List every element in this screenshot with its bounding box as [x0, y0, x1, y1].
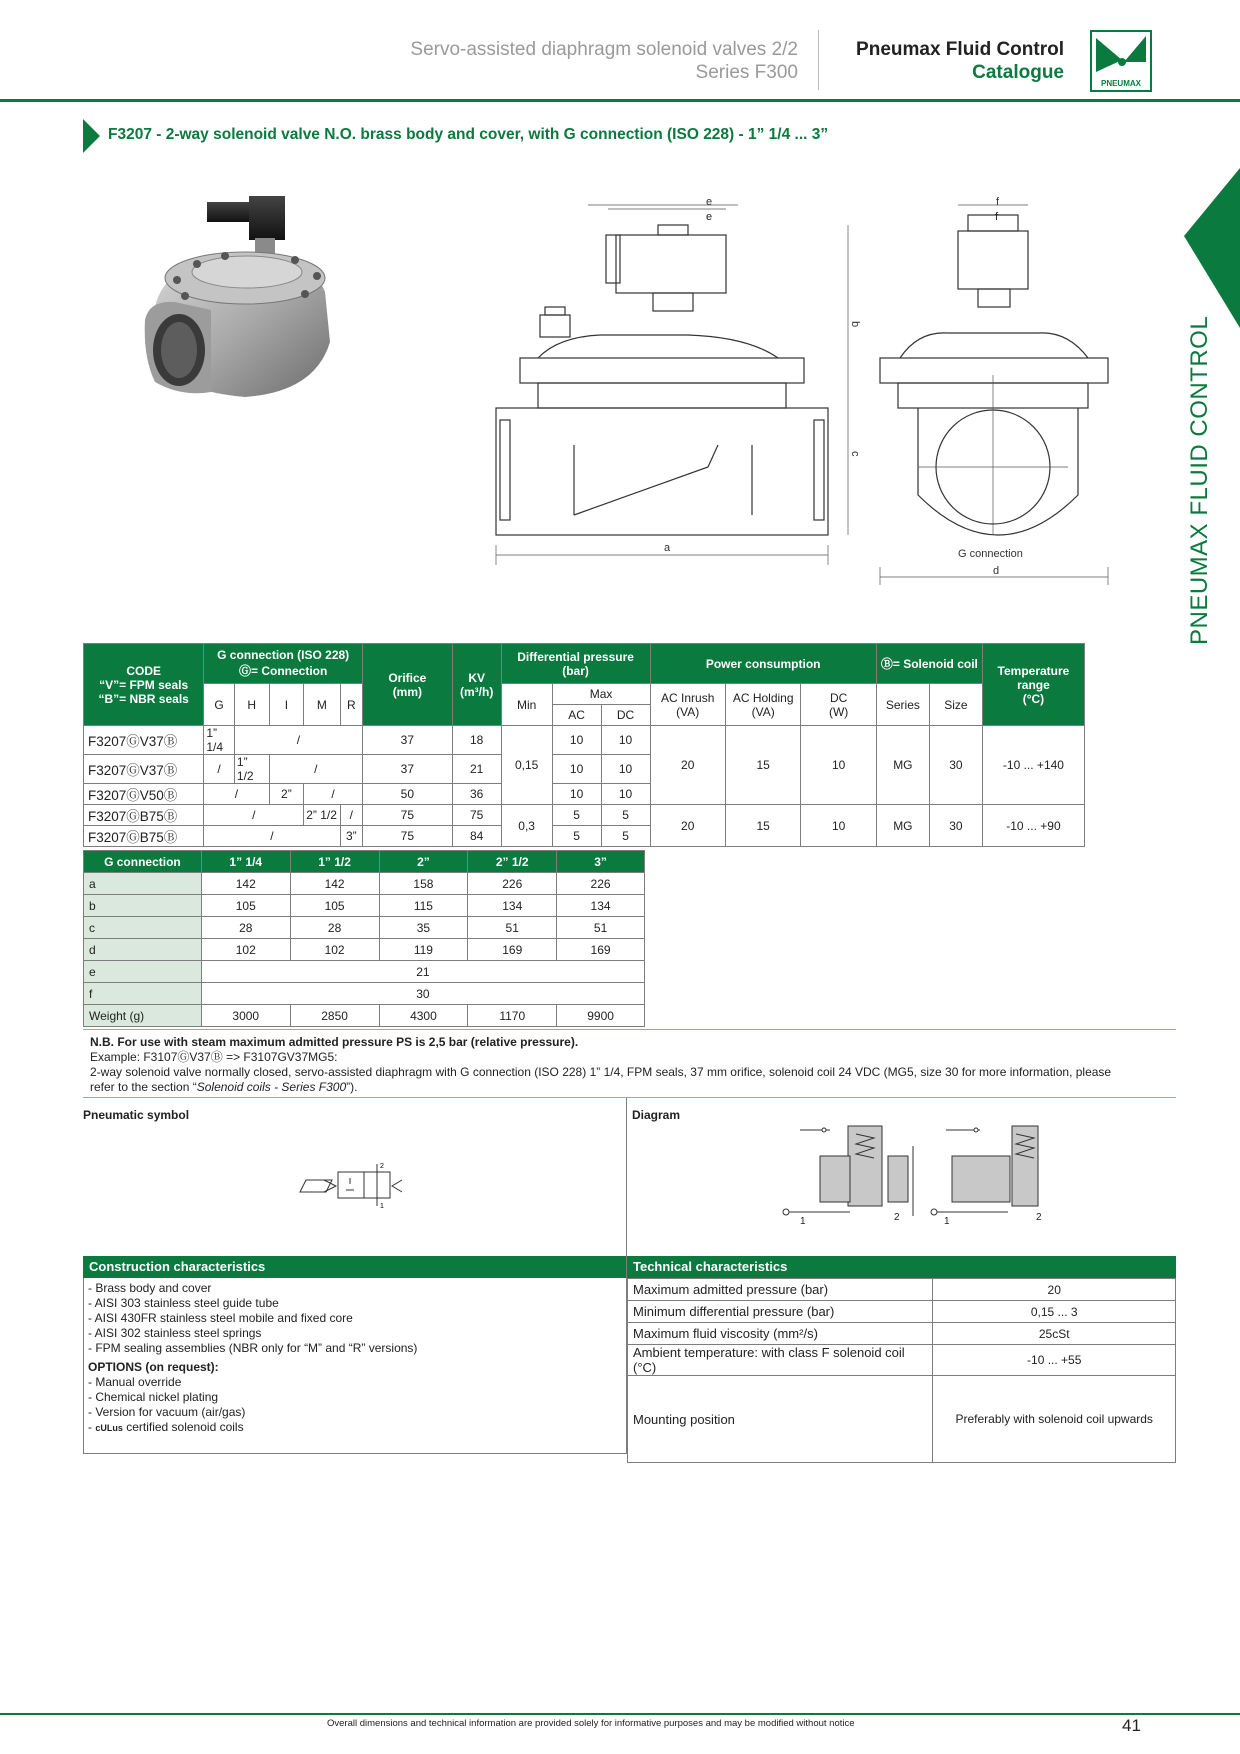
series-cell: MG [876, 805, 929, 847]
series-header: Series [876, 684, 929, 726]
max-dc-cell: 10 [601, 755, 650, 784]
header-subtitle [410, 38, 798, 84]
dim-value: 28 [290, 917, 379, 939]
dim-label: c [84, 917, 202, 939]
conn-cell: 1” 1/2 [234, 755, 269, 784]
conn-cell: / [204, 826, 340, 847]
table-row [628, 1376, 1176, 1463]
conn-cell: / [269, 755, 362, 784]
dim-value: 226 [557, 873, 645, 895]
section-marker [83, 119, 100, 153]
orifice-cell: 37 [363, 726, 453, 755]
note-text-line1: 2-way solenoid valve normally closed, servo-assisted diaphragm with G connection (ISO 228) 1” 1/4, FPM seals, 37 mm orifice, solenoid coil 24 VDC (MG5, size 30 for more information, please [90, 1065, 1112, 1079]
technical-drawing [488, 196, 1128, 590]
note-text-line2: refer to the section “Solenoid coils - Series F300”). [90, 1080, 358, 1094]
table-row [628, 1345, 1176, 1376]
code-cell: F3207ⒼB75Ⓑ [84, 805, 204, 826]
footer-rule [0, 1713, 1240, 1715]
dim-value: 158 [379, 873, 468, 895]
options-title: OPTIONS (on request): [88, 1360, 219, 1374]
dim-value: 35 [379, 917, 468, 939]
technical-table [627, 1278, 1176, 1463]
temp-header: Temperature range (°C) [982, 644, 1084, 726]
dim-label-f-top: f [995, 211, 999, 223]
list-item: - AISI 430FR stainless steel mobile and fixed core [88, 1311, 353, 1325]
table-row [84, 961, 645, 983]
table-row [84, 805, 1085, 826]
dim-label-e-top: e [706, 211, 713, 223]
dim-header-gconn: G connection [84, 851, 202, 873]
logo-graphic [1092, 32, 1150, 90]
size-cell: 30 [929, 805, 982, 847]
max-ac-cell: 10 [552, 755, 601, 784]
diff-pressure-header: Differential pressure (bar) [501, 644, 650, 684]
conn-cell: / [304, 784, 363, 805]
dim-header-size: 2” [379, 851, 468, 873]
dim-label-d: d [993, 565, 1000, 577]
min-cell: 0,15 [501, 726, 552, 805]
dim-header-size: 1” 1/4 [201, 851, 290, 873]
footer-disclaimer: Overall dimensions and technical information are provided solely for informative purposes and may be modified without notice [327, 1718, 855, 1729]
dim-value: 102 [290, 939, 379, 961]
divider [83, 1029, 1176, 1030]
table-row [84, 939, 645, 961]
pneumatic-symbol [298, 1160, 410, 1210]
temp-cell: -10 ... +90 [982, 805, 1084, 847]
dim-value: 28 [201, 917, 290, 939]
code-cell: F3207ⒼV37Ⓑ [84, 726, 204, 755]
technical-title: Technical characteristics [627, 1256, 1176, 1278]
dim-value: 3000 [201, 1005, 290, 1027]
tech-value: 0,15 ... 3 [933, 1301, 1176, 1323]
dim-header-size: 1” 1/2 [290, 851, 379, 873]
diagram-port-2-left: 2 [894, 1212, 900, 1223]
ac-inrush-header: AC Inrush (VA) [650, 684, 725, 726]
header-rule [0, 99, 1240, 102]
power-header: Power consumption [650, 644, 876, 684]
divider [83, 1097, 1176, 1098]
dim-value: 115 [379, 895, 468, 917]
note-example: Example: F3107ⒼV37Ⓑ => F3107GV37MG5: [90, 1050, 338, 1064]
list-item: - FPM sealing assemblies (NBR only for “M” and “R” versions) [88, 1341, 418, 1355]
orifice-cell: 50 [363, 784, 453, 805]
dim-label: e [84, 961, 202, 983]
ac-holding-cell: 15 [725, 726, 800, 805]
dim-label: a [84, 873, 202, 895]
dim-value: 102 [201, 939, 290, 961]
dim-value: 169 [468, 939, 557, 961]
max-ac-cell: 10 [552, 726, 601, 755]
code-header: CODE “V”= FPM seals “B”= NBR seals [84, 644, 204, 726]
dimensions-table [83, 850, 645, 1027]
list-item: - Manual override [88, 1375, 182, 1389]
temp-cell: -10 ... +140 [982, 726, 1084, 805]
front-body-outline [496, 408, 828, 535]
conn-cell: / [204, 805, 304, 826]
logo-text: PNEUMAX [1100, 79, 1142, 88]
min-col-header: Min [501, 684, 552, 726]
i-col-header: I [269, 684, 304, 726]
dc-w-header: DC (W) [801, 684, 876, 726]
side-label: PNEUMAX FLUID CONTROL [1186, 315, 1213, 645]
tech-label: Ambient temperature: with class F solenoid coil (°C) [628, 1345, 933, 1376]
code-cell: F3207ⒼV37Ⓑ [84, 755, 204, 784]
box-border-bottom [83, 1453, 627, 1454]
symbol-port-2: 2 [380, 1163, 384, 1170]
dim-value: 134 [557, 895, 645, 917]
list-item: - Brass body and cover [88, 1281, 212, 1295]
table-row [84, 873, 645, 895]
code-cell: F3207ⒼB75Ⓑ [84, 826, 204, 847]
orifice-cell: 75 [363, 805, 453, 826]
max-dc-cell: 10 [601, 726, 650, 755]
diagram-port-2-right: 2 [1036, 1212, 1042, 1223]
dim-label: d [84, 939, 202, 961]
header-subtitle-line1: Servo-assisted diaphragm solenoid valves 2/2 [410, 39, 798, 60]
kv-cell: 84 [452, 826, 501, 847]
max-dc-header: DC [601, 705, 650, 726]
tech-label: Maximum fluid viscosity (mm²/s) [628, 1323, 933, 1345]
size-cell: 30 [929, 726, 982, 805]
construction-list [88, 1281, 417, 1436]
header-separator [818, 30, 819, 90]
ac-holding-header: AC Holding (VA) [725, 684, 800, 726]
list-item: - AISI 302 stainless steel springs [88, 1326, 262, 1340]
orifice-header: Orifice (mm) [363, 644, 453, 726]
kv-cell: 18 [452, 726, 501, 755]
max-dc-cell: 10 [601, 784, 650, 805]
dim-label-a: a [664, 542, 671, 554]
max-ac-header: AC [552, 705, 601, 726]
kv-header: KV (m³/h) [452, 644, 501, 726]
table-row [628, 1301, 1176, 1323]
tech-value: 25cSt [933, 1323, 1176, 1345]
conn-cell: / [340, 805, 362, 826]
section-title: F3207 - 2-way solenoid valve N.O. brass body and cover, with G connection (ISO 228) - 1” 1/4 ... 3” [108, 126, 829, 143]
diagram-port-1-left: 1 [800, 1216, 806, 1227]
gconn-header: G connection (ISO 228) Ⓖ= Connection [204, 644, 363, 684]
dim-value: 30 [201, 983, 644, 1005]
tech-label: Maximum admitted pressure (bar) [628, 1279, 933, 1301]
valve-diagram [780, 1116, 1050, 1236]
construction-title: Construction characteristics [83, 1256, 626, 1278]
dim-header-size: 3” [557, 851, 645, 873]
max-ac-cell: 5 [552, 826, 601, 847]
table-row [84, 1005, 645, 1027]
dim-value: 105 [201, 895, 290, 917]
ul-mark: cULus [95, 1423, 123, 1433]
dim-label-e: e [706, 196, 713, 208]
ac-holding-cell: 15 [725, 805, 800, 847]
brand-line1: Pneumax Fluid Control [856, 39, 1064, 60]
dim-header-size: 2” 1/2 [468, 851, 557, 873]
dim-value: 51 [557, 917, 645, 939]
conn-cell: 2” [269, 784, 304, 805]
dim-value: 142 [201, 873, 290, 895]
dim-value: 2850 [290, 1005, 379, 1027]
code-cell: F3207ⒼV50Ⓑ [84, 784, 204, 805]
max-dc-cell: 5 [601, 805, 650, 826]
orifice-cell: 75 [363, 826, 453, 847]
note-bold: N.B. For use with steam maximum admitted pressure PS is 2,5 bar (relative pressure). [90, 1035, 579, 1049]
conn-cell: 2” 1/2 [304, 805, 340, 826]
orifice-cell: 37 [363, 755, 453, 784]
tech-label: Mounting position [628, 1376, 933, 1463]
dim-value: 142 [290, 873, 379, 895]
pneumax-logo [1090, 30, 1152, 92]
list-item: - AISI 303 stainless steel guide tube [88, 1296, 279, 1310]
dim-label: f [84, 983, 202, 1005]
diagram-title: Diagram [632, 1108, 681, 1122]
tech-value: Preferably with solenoid coil upwards [933, 1376, 1176, 1463]
list-item: - Version for vacuum (air/gas) [88, 1405, 246, 1419]
dim-value: 51 [468, 917, 557, 939]
dim-value: 169 [557, 939, 645, 961]
coil-header: Ⓑ= Solenoid coil [876, 644, 982, 684]
dim-label-g-connection: G connection [958, 548, 1023, 560]
dim-value: 134 [468, 895, 557, 917]
box-border-left [83, 1278, 84, 1454]
diagram-port-1-right: 1 [944, 1216, 950, 1227]
max-col-header: Max [552, 684, 650, 705]
dim-label-f: f [996, 196, 1000, 208]
brand-line2: Catalogue [972, 62, 1064, 83]
max-dc-cell: 5 [601, 826, 650, 847]
max-ac-cell: 10 [552, 784, 601, 805]
m-col-header: M [304, 684, 340, 726]
dc-w-cell: 10 [801, 805, 876, 847]
dim-label: b [84, 895, 202, 917]
table-row [628, 1323, 1176, 1345]
dim-label: Weight (g) [84, 1005, 202, 1027]
table-row [84, 726, 1085, 755]
table-row [84, 983, 645, 1005]
header-subtitle-line2: Series F300 [695, 62, 798, 83]
dim-value: 1170 [468, 1005, 557, 1027]
symbol-port-1: 1 [380, 1203, 384, 1210]
dim-value: 4300 [379, 1005, 468, 1027]
valve-photo [145, 192, 345, 432]
kv-cell: 36 [452, 784, 501, 805]
ac-inrush-cell: 20 [650, 726, 725, 805]
tech-value: 20 [933, 1279, 1176, 1301]
tech-value: -10 ... +55 [933, 1345, 1176, 1376]
conn-cell: / [234, 726, 362, 755]
dc-w-cell: 10 [801, 726, 876, 805]
side-tab-shape [1184, 168, 1240, 328]
dim-value: 21 [201, 961, 644, 983]
conn-cell: 1” 1/4 [204, 726, 235, 755]
list-item: - cULus certified solenoid coils [88, 1420, 244, 1434]
table-row [84, 895, 645, 917]
conn-cell: / [204, 784, 269, 805]
dim-value: 226 [468, 873, 557, 895]
product-code-table [83, 643, 1085, 847]
table-row [84, 917, 645, 939]
conn-cell: 3” [340, 826, 362, 847]
kv-cell: 21 [452, 755, 501, 784]
dim-label-b: b [849, 321, 861, 328]
h-col-header: H [234, 684, 269, 726]
kv-cell: 75 [452, 805, 501, 826]
dim-value: 105 [290, 895, 379, 917]
page-number: 41 [1122, 1716, 1141, 1735]
min-cell: 0,3 [501, 805, 552, 847]
dim-value: 119 [379, 939, 468, 961]
pneumatic-symbol-title: Pneumatic symbol [83, 1108, 190, 1122]
max-ac-cell: 5 [552, 805, 601, 826]
dim-label-c: c [849, 451, 861, 457]
tech-label: Minimum differential pressure (bar) [628, 1301, 933, 1323]
ac-inrush-cell: 20 [650, 805, 725, 847]
g-col-header: G [204, 684, 235, 726]
table-row [628, 1279, 1176, 1301]
r-col-header: R [340, 684, 362, 726]
series-cell: MG [876, 726, 929, 805]
list-item: - Chemical nickel plating [88, 1390, 219, 1404]
size-header: Size [929, 684, 982, 726]
header-brand [856, 38, 1064, 84]
conn-cell: / [204, 755, 235, 784]
dim-value: 9900 [557, 1005, 645, 1027]
